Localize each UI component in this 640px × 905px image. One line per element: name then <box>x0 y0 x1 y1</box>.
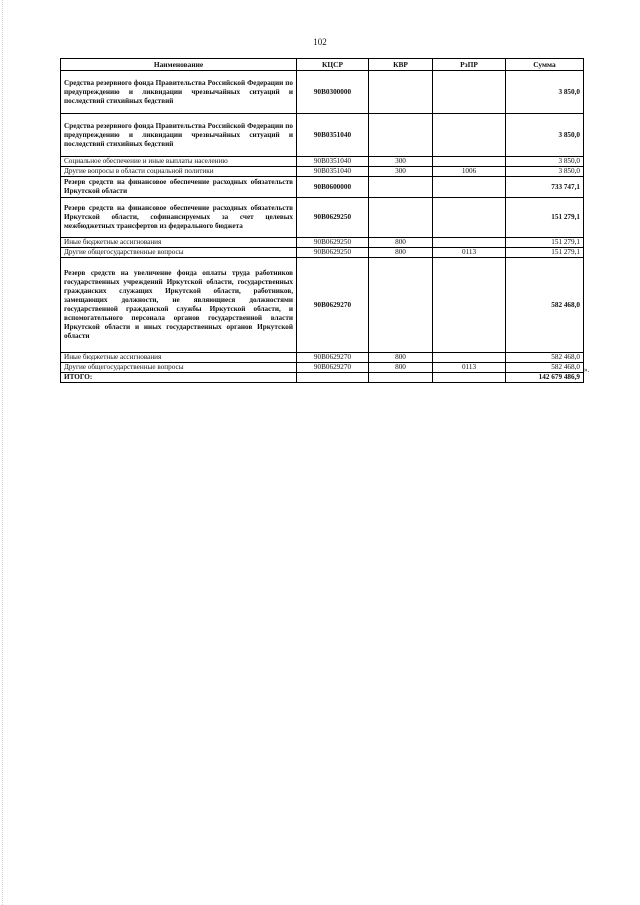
row-kcsr: 90В0629270 <box>297 363 369 373</box>
row-kcsr: 90В0629250 <box>297 198 369 238</box>
row-rzpr <box>433 353 506 363</box>
row-rzpr: 0113 <box>433 248 506 258</box>
row-kvr: 300 <box>369 157 433 167</box>
row-sum: 3 850,0 <box>506 114 584 157</box>
row-kcsr: 90В0629250 <box>297 238 369 248</box>
row-name: Иные бюджетные ассигнования <box>61 353 297 363</box>
row-kcsr: 90В0629250 <box>297 248 369 258</box>
table-row <box>61 71 584 114</box>
row-rzpr <box>433 71 506 114</box>
row-sum: 151 279,1 <box>506 198 584 238</box>
row-kvr: 300 <box>369 167 433 177</box>
row-kcsr: 90В0300000 <box>297 71 369 114</box>
header-sum: Сумма <box>506 59 584 71</box>
header-rzpr: РзПР <box>433 59 506 71</box>
row-kvr: 800 <box>369 353 433 363</box>
row-rzpr <box>433 373 506 383</box>
row-name: Резерв средств на финансовое обеспечение расходных обязательств Иркутской области <box>61 177 297 198</box>
table-header-row <box>61 59 584 71</box>
budget-table <box>60 58 584 383</box>
table-row <box>61 238 584 248</box>
row-rzpr <box>433 238 506 248</box>
row-kvr <box>369 177 433 198</box>
row-kvr: 800 <box>369 238 433 248</box>
table-row <box>61 157 584 167</box>
row-name: Средства резервного фонда Правительства Российской Федерации по предупреждению и ликвидации чрезвычайных ситуаций и последствий стихийных бедствий <box>61 71 297 114</box>
row-name: Иные бюджетные ассигнования <box>61 238 297 248</box>
table-row <box>61 363 584 373</box>
header-kcsr: КЦСР <box>297 59 369 71</box>
row-name: Резерв средств на увеличение фонда оплаты труда работников государственных учреждений Иркутской области, государственных гражданских служащих Иркутской области, работников, замещающих должности, не являющиеся должностями государственной гражданской службы Иркутской области, и вспомогательного персонала органов государственной власти Иркутской области и иных государственных органов Иркутской области <box>61 258 297 353</box>
row-name: Резерв средств на финансовое обеспечение расходных обязательств Иркутской области, софинансируемых за счет целевых межбюджетных трансфертов из федерального бюджета <box>61 198 297 238</box>
table-row <box>61 353 584 363</box>
row-rzpr: 1006 <box>433 167 506 177</box>
row-rzpr <box>433 258 506 353</box>
row-kvr <box>369 198 433 238</box>
row-rzpr <box>433 198 506 238</box>
table-row <box>61 258 584 353</box>
header-name: Наименование <box>61 59 297 71</box>
row-kvr: 800 <box>369 248 433 258</box>
row-rzpr: 0113 <box>433 363 506 373</box>
page-number: 102 <box>313 37 327 47</box>
total-row <box>61 373 584 383</box>
row-kvr <box>369 258 433 353</box>
row-name: Другие вопросы в области социальной политики <box>61 167 297 177</box>
table-row <box>61 248 584 258</box>
row-name: Средства резервного фонда Правительства Российской Федерации по предупреждению и ликвидации чрезвычайных ситуаций и последствий стихийных бедствий <box>61 114 297 157</box>
row-sum: 733 747,1 <box>506 177 584 198</box>
row-name: Другие общегосударственные вопросы <box>61 363 297 373</box>
row-kcsr: 90В0351040 <box>297 167 369 177</box>
row-name: Другие общегосударственные вопросы <box>61 248 297 258</box>
row-sum: 151 279,1 <box>506 238 584 248</box>
table-row <box>61 198 584 238</box>
row-kcsr: 90В0351040 <box>297 114 369 157</box>
row-kvr <box>369 373 433 383</box>
scan-edge <box>2 0 4 905</box>
row-kvr <box>369 114 433 157</box>
row-kcsr <box>297 373 369 383</box>
row-kvr <box>369 71 433 114</box>
row-sum: 3 850,0 <box>506 167 584 177</box>
row-kvr: 800 <box>369 363 433 373</box>
total-sum: 142 679 486,9 <box>506 373 584 383</box>
row-sum: 582 468,0 <box>506 363 584 373</box>
row-sum: 151 279,1 <box>506 248 584 258</box>
row-name: Социальное обеспечение и иные выплаты населению <box>61 157 297 167</box>
row-kcsr: 90В0600000 <box>297 177 369 198</box>
table-row <box>61 167 584 177</box>
row-rzpr <box>433 157 506 167</box>
row-kcsr: 90В0629270 <box>297 353 369 363</box>
row-rzpr <box>433 177 506 198</box>
row-kcsr: 90В0351040 <box>297 157 369 167</box>
row-sum: 582 468,0 <box>506 353 584 363</box>
table-row <box>61 114 584 157</box>
row-sum: 3 850,0 <box>506 157 584 167</box>
row-rzpr <box>433 114 506 157</box>
header-kvr: КВР <box>369 59 433 71</box>
closing-quote-mark: ». <box>584 366 590 374</box>
row-kcsr: 90В0629270 <box>297 258 369 353</box>
table-row <box>61 177 584 198</box>
row-sum: 582 468,0 <box>506 258 584 353</box>
total-label: ИТОГО: <box>61 373 297 383</box>
row-sum: 3 850,0 <box>506 71 584 114</box>
